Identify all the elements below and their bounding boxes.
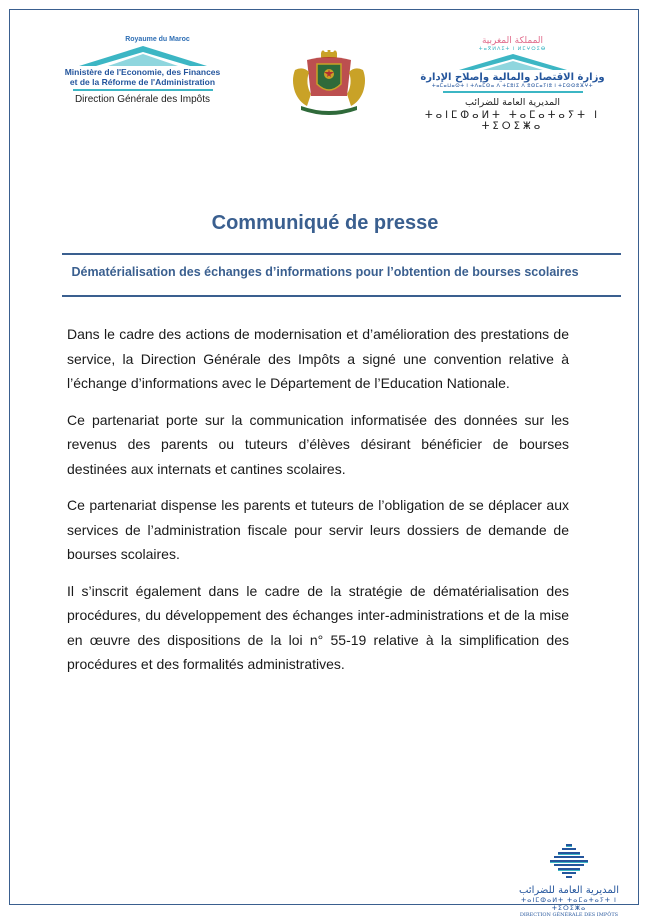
paragraph-1: Dans le cadre des actions de modernisation et d’amélioration des prestations de service, la Direction Générale des Impôts a signé une convention relative à l’échange d’informations avec le Département de l’Education Nationale. bbox=[67, 326, 569, 391]
directorate-name: Direction Générale des Impôts bbox=[74, 94, 211, 105]
kingdom-label-ar: المملكة المغربية bbox=[481, 36, 544, 46]
title-rule-bottom bbox=[62, 295, 621, 297]
kingdom-label: Royaume du Maroc bbox=[125, 36, 190, 43]
footer-directorate-tif: ⵜⴰⵏⵎⵀⴰⵍⵜ ⵜⴰⵎⴰⵜⴰⵢⵜ ⵏ ⵜⵉⵔⵉⵥⴰ bbox=[521, 896, 617, 912]
directorate-name-ar: المديرية العامة للضرائب bbox=[465, 97, 560, 108]
logo-divider-right bbox=[443, 91, 583, 93]
ministry-name-line1: Ministère de l'Economie, des Finances bbox=[64, 67, 221, 77]
title-rule-top bbox=[62, 253, 621, 255]
page-title: Communiqué de presse bbox=[211, 212, 439, 234]
directorate-name-tif: ⵜⴰⵏⵎⵀⴰⵍⵜ ⵜⴰⵎⴰⵜⴰⵢⵜ ⵏ ⵜⵉⵔⵉⵥⴰ bbox=[424, 110, 601, 132]
paragraph-3: Ce partenariat dispense les parents et tuteurs de l’obligation de se déplacer aux services de l’administration fiscale pour servir leurs dossiers de demande de bourses scolaires. bbox=[67, 497, 569, 562]
ministry-logo-fr bbox=[55, 36, 230, 105]
press-body bbox=[67, 322, 569, 689]
dgi-diamond-icon bbox=[544, 842, 594, 884]
paragraph-4: Il s’inscrit également dans le cadre de la stratégie de dématérialisation des procédures, du développement des échanges inter-administrations et de la mise en œuvre des dispositions de la loi n° 55-19 relative à la simplification des procédures et des formalités administratives. bbox=[67, 582, 569, 672]
press-subtitle: Dématérialisation des échanges d’informations pour l’obtention de bourses scolaires bbox=[71, 265, 579, 279]
ministry-logo-ar bbox=[420, 36, 605, 132]
logo-divider bbox=[73, 89, 213, 91]
footer-directorate-ar: المديرية العامة للضرائب bbox=[519, 885, 619, 896]
ministry-roof-icon bbox=[78, 45, 208, 67]
ministry-name-line2: et de la Réforme de l'Administration bbox=[69, 77, 216, 87]
paragraph-2: Ce partenariat porte sur la communication informatisée des données sur les revenus des parents ou tuteurs d’élèves désirant bénéficier de bourses destinées aux internats et cantines scolaires. bbox=[67, 411, 569, 477]
kingdom-label-tif: ⵜⴰⴳⵍⴷⵉⵜ ⵏ ⵍⵎⵖⵔⵉⴱ bbox=[478, 46, 547, 52]
dgi-footer-logo bbox=[515, 842, 623, 918]
coat-of-arms-icon bbox=[287, 50, 371, 116]
footer-directorate-fr: DIRECTION GÉNÉRALE DES IMPÔTS bbox=[519, 912, 619, 918]
ministry-name-ar: وزارة الاقتصاد والمالية وإصلاح الإدارة bbox=[420, 72, 605, 83]
ministry-name-tif: ⵜⴰⵎⴰⵡⴰⵙⵜ ⵏ ⵜⴷⴰⵎⵙⴰ ⴷ ⵜⵎⵓⵏⵉ ⴷ ⵓⵙⵎⴰⵢⵏⵓ ⵏ ⵜⵎⵙⵙⵓⴼⵖⵜ bbox=[431, 83, 594, 89]
ministry-roof-icon-right bbox=[458, 53, 568, 71]
